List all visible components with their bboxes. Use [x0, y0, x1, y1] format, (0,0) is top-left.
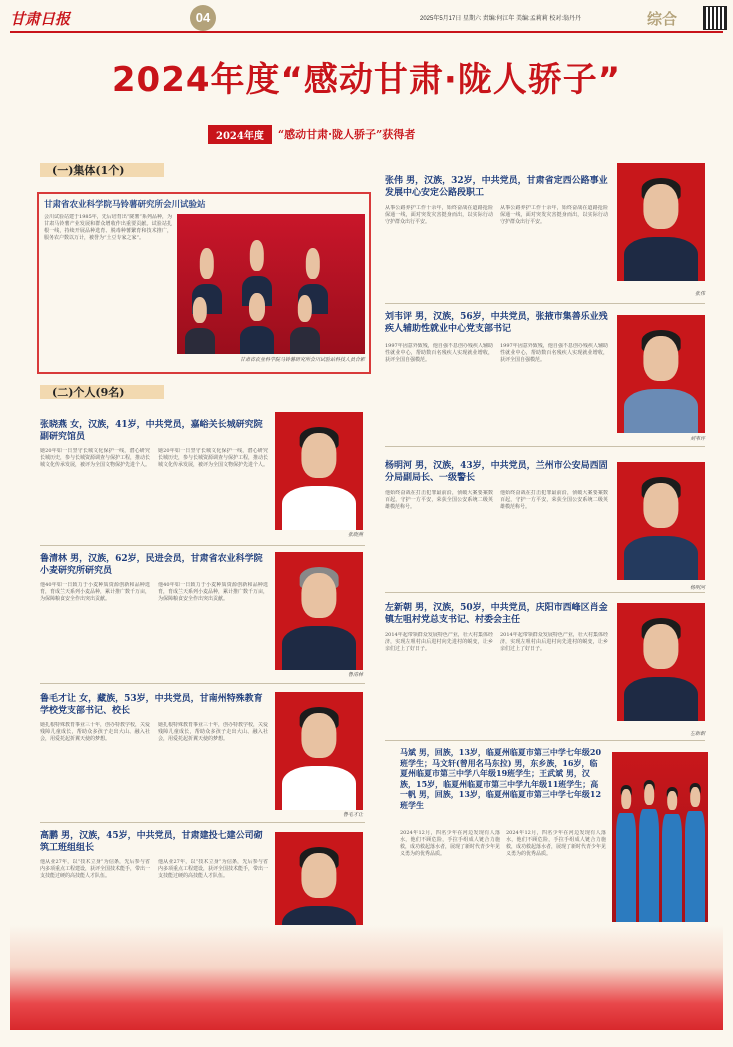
person-text: 2014年起带领群众发展特色产业，壮大村集体经济，实现左咀村由后进村向先进村的蜕变，让乡亲们过上了好日子。: [500, 632, 608, 652]
qr-code-icon: [703, 6, 727, 30]
page-title: 2024年度“感动甘肃·陇人骄子”: [111, 60, 622, 100]
person-heading: 鲁毛才让 女，藏族，53岁，中共党员，甘南州特殊教育学校党支部书记、校长: [40, 694, 263, 716]
person-heading: 鲁清林 男，汉族，62岁，民进会员，甘肃省农业科学院小麦研究所研究员: [40, 554, 263, 576]
group-frame: [37, 192, 371, 374]
person-photo-caption: 刘韦评: [689, 436, 705, 442]
group-section-header: (一)集体(1个): [40, 163, 164, 177]
section-label: 综合: [647, 11, 678, 28]
person-text: 他从业27年，以“技术立身”为信条，先后参与省内多项重点工程建设，获评全国技术能手，带出一支技能过硬的高技能人才队伍。: [40, 859, 150, 879]
person-photo-caption: 杨明河: [689, 585, 705, 591]
person-photo: [617, 603, 705, 721]
person-photo-caption: 左新朝: [689, 731, 705, 737]
person-text: 2024年12月，四名少年在河边发现有人落水，他们不顾危险，手拉手组成人链合力施救，成功救起落水者，展现了新时代青少年见义勇为的优秀品质。: [506, 830, 606, 857]
person-text: 她扎根特殊教育事业三十年，创办特教学校，关爱残障儿童成长，帮助众多孩子走出大山、融入社会，用爱托起折翼天使的梦想。: [40, 722, 150, 742]
person-heading: 张伟 男，汉族，32岁，中共党员，甘肃省定西公路事业发展中心安定公路段职工: [385, 176, 608, 198]
individual-section-header: (二)个人(9名): [40, 385, 164, 399]
person-text: 她20年如一日坚守长城文化保护一线，潜心研究长城历史，参与长城资源调查与保护工程，推动长城文化传承发展，被评为全国文物保护先进个人。: [40, 448, 150, 468]
group-students-photo: [612, 752, 708, 922]
person-text: 他40年如一日致力于小麦种质资源创新和品种选育，育成兰天系列小麦品种，累计推广数千万亩，为保障粮食安全作出突出贡献。: [40, 582, 150, 602]
person-photo-caption: 鲁毛才让: [342, 812, 363, 818]
person-text: 从事公路养护工作十余年，始终奋战在道路抢险保通一线，面对突发灾害挺身而出，以实际行动守护群众出行平安。: [385, 205, 493, 225]
person-text: 她20年如一日坚守长城文化保护一线，潜心研究长城历史，参与长城资源调查与保护工程，推动长城文化传承发展，被评为全国文物保护先进个人。: [158, 448, 268, 468]
divider: [40, 683, 365, 684]
person-text: 2014年起带领群众发展特色产业，壮大村集体经济，实现左咀村由后进村向先进村的蜕变，让乡亲们过上了好日子。: [385, 632, 493, 652]
divider: [385, 740, 705, 741]
divider: [40, 545, 365, 546]
person-heading: 高鹏 男，汉族，45岁，中共党员，甘肃建投七建公司砌筑工班组组长: [40, 831, 263, 853]
person-photo-caption: 张晓燕: [347, 532, 363, 538]
person-heading: 左新朝 男，汉族，50岁，中共党员，庆阳市西峰区肖金镇左咀村党总支书记、村委会主任: [385, 603, 608, 625]
person-text: 1997年因意外致残，他自强不息创办残疾人辅助性就业中心，帮助数百名残疾人实现就业增收，获评全国自强模范。: [385, 343, 493, 363]
group-photo-caption: 甘肃省农业科学院马铃薯研究所会川试验站科技人员合影: [239, 357, 365, 363]
subtitle-year-box: 2024年度: [208, 125, 272, 144]
person-heading: 杨明河 男，汉族，43岁，中共党员，兰州市公安局西固分局副局长、一级警长: [385, 461, 608, 483]
person-photo-caption: 张伟: [694, 291, 705, 297]
divider: [385, 303, 705, 304]
person-text: 他40年如一日致力于小麦种质资源创新和品种选育，育成兰天系列小麦品种，累计推广数千万亩，为保障粮食安全作出突出贡献。: [158, 582, 268, 602]
divider: [40, 822, 365, 823]
person-heading: 马斌 男，回族，13岁，临夏州临夏市第三中学七年级20班学生；马文轩(曾用名马东拉) 男，东乡族，16岁，临夏州临夏市第三中学八年级19班学生；王武斌 男，汉族，15岁，临夏州临夏市第三中学九年级11班学生；高一帆 男，回族，13岁，临夏州临夏市第三中学七年级12班学生: [400, 747, 602, 810]
page-number: 04: [190, 5, 216, 31]
person-photo: [275, 692, 363, 810]
person-text: 1997年因意外致残，他自强不息创办残疾人辅助性就业中心，帮助数百名残疾人实现就业增收，获评全国自强模范。: [500, 343, 608, 363]
group-photo: [177, 214, 365, 354]
dateline: 2025年5月17日 星期六 责编:何江年 美编:孟莉莉 校对:翁丹丹: [420, 16, 582, 22]
person-heading: 张晓燕 女，汉族，41岁，中共党员，嘉峪关长城研究院副研究馆员: [40, 420, 263, 442]
group-text: 会川试验站建于1985年，先后培育出“陇薯”系列品种，为甘肃马铃薯产业发展和群众增收作出重要贡献。试验站扎根一线，持续开展品种选育、脱毒种薯繁育和技术推广，服务农户数以万计，被誉为“土豆专家之家”。: [44, 214, 172, 241]
person-photo: [617, 163, 705, 281]
person-text: 他始终奋战在打击犯罪最前沿，侦破大案要案数百起，守护一方平安，荣获全国公安系统二级英雄模范称号。: [385, 490, 493, 510]
person-text: 他始终奋战在打击犯罪最前沿，侦破大案要案数百起，守护一方平安，荣获全国公安系统二级英雄模范称号。: [500, 490, 608, 510]
divider: [385, 592, 705, 593]
person-photo: [275, 552, 363, 670]
person-photo: [617, 462, 705, 580]
subtitle-text: “感动甘肃·陇人骄子”获得者: [277, 128, 416, 141]
person-photo: [617, 315, 705, 433]
person-heading: 刘韦评 男，汉族，56岁，中共党员，张掖市集善乐业残疾人辅助性就业中心党支部书记: [385, 312, 608, 334]
person-text: 2024年12月，四名少年在河边发现有人落水，他们不顾危险，手拉手组成人链合力施救，成功救起落水者，展现了新时代青少年见义勇为的优秀品质。: [400, 830, 500, 857]
group-name: 甘肃省农业科学院马铃薯研究所会川试验站: [44, 200, 206, 210]
person-text: 从事公路养护工作十余年，始终奋战在道路抢险保通一线，面对突发灾害挺身而出，以实际行动守护群众出行平安。: [500, 205, 608, 225]
person-photo: [275, 412, 363, 530]
divider: [385, 446, 705, 447]
masthead-logo: 甘肃日报: [10, 10, 71, 28]
person-photo-caption: 鲁清林: [347, 672, 363, 678]
person-text: 他从业27年，以“技术立身”为信条，先后参与省内多项重点工程建设，获评全国技术能手，带出一支技能过硬的高技能人才队伍。: [158, 859, 268, 879]
decorative-bottom-band: [10, 925, 723, 1030]
top-divider: [10, 31, 723, 33]
person-text: 她扎根特殊教育事业三十年，创办特教学校，关爱残障儿童成长，帮助众多孩子走出大山、融入社会，用爱托起折翼天使的梦想。: [158, 722, 268, 742]
subtitle: [208, 125, 415, 143]
